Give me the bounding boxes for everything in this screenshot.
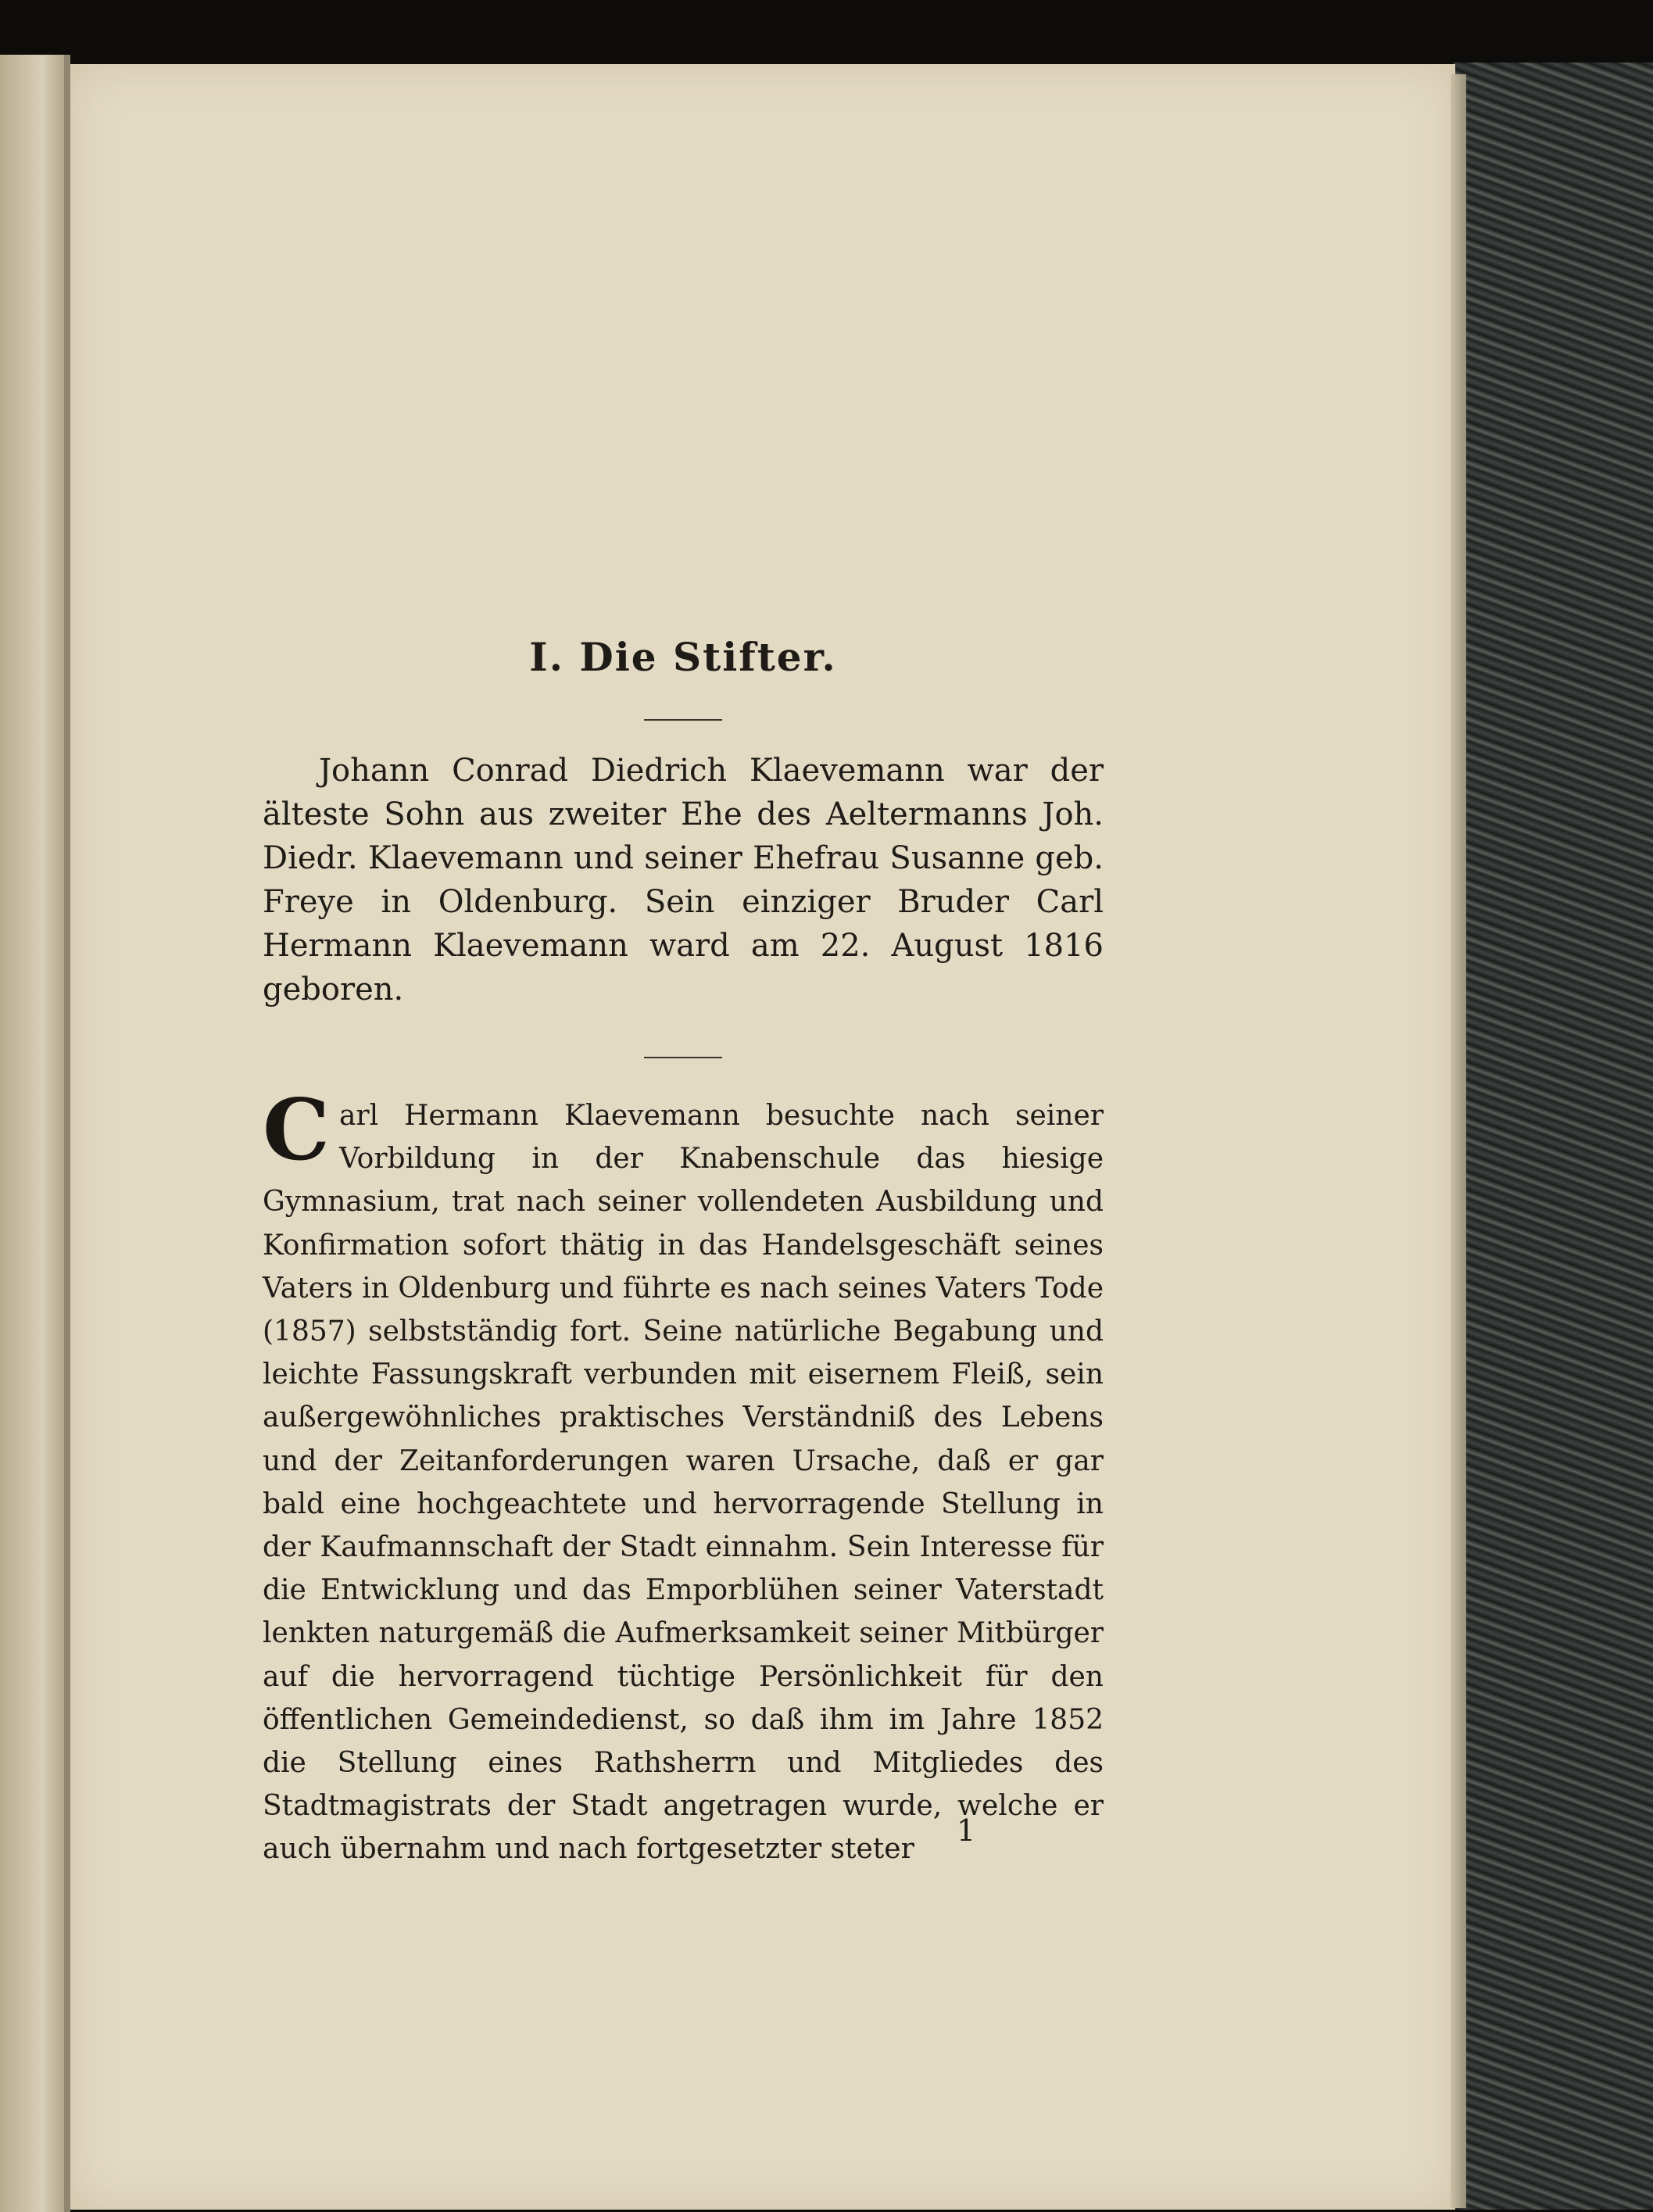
section-divider	[644, 1057, 722, 1058]
previous-page-edge	[0, 55, 70, 2212]
page-stack-edge	[1451, 74, 1466, 2208]
chapter-title: I. Die Stifter.	[529, 634, 837, 680]
page-content	[263, 630, 1104, 1871]
page-number: 1	[957, 1813, 976, 1848]
intro-text: Johann Conrad Diedrich Klaevemann war der älteste Sohn aus zweiter Ehe des Aeltermanns Joh. Diedr. Klaevemann und seiner Ehefrau Susanne geb. Freye in Oldenburg. Sein einziger Bruder Carl Hermann Klaevemann ward am 22. August 1816 geboren.	[263, 753, 1104, 1008]
title-divider	[644, 719, 722, 721]
drop-cap: C	[263, 1081, 330, 1179]
body-text: arl Hermann Klaevemann besuchte nach seiner Vorbildung in der Knabenschule das hiesige Gymnasium, trat nach seiner vollendeten Ausbildung und Konfirmation sofort thätig in das Handelsgeschäft seines Vaters in Oldenburg und führte es nach seines Vaters Tode (1857) selbstständig fort. Seine natürliche Begabung und leichte Fassungskraft verbunden mit eisernem Fleiß, sein außergewöhnliches praktisches Verständniß des Lebens und der Zeitanforderungen waren Ursache, daß er gar bald eine hochgeachtete und hervorragende Stellung in der Kaufmannschaft der Stadt einnahm. Sein Interesse für die Entwicklung und das Emporblühen seiner Vaterstadt lenkten naturgemäß die Aufmerksamkeit seiner Mitbürger auf die hervorragend tüchtige Persönlichkeit für den öffentlichen Gemeindedienst, so daß ihm im Jahre 1852 die Stellung eines Rathsherrn und Mitgliedes des Stadtmagistrats der Stadt angetragen wurde, welche er auch übernahm und nach fortgesetzter steter	[263, 1100, 1104, 1866]
intro-paragraph	[263, 749, 1104, 1011]
marbled-cover	[1454, 63, 1653, 2210]
gutter-shadow	[64, 55, 70, 2212]
body-paragraph	[263, 1081, 1104, 1871]
